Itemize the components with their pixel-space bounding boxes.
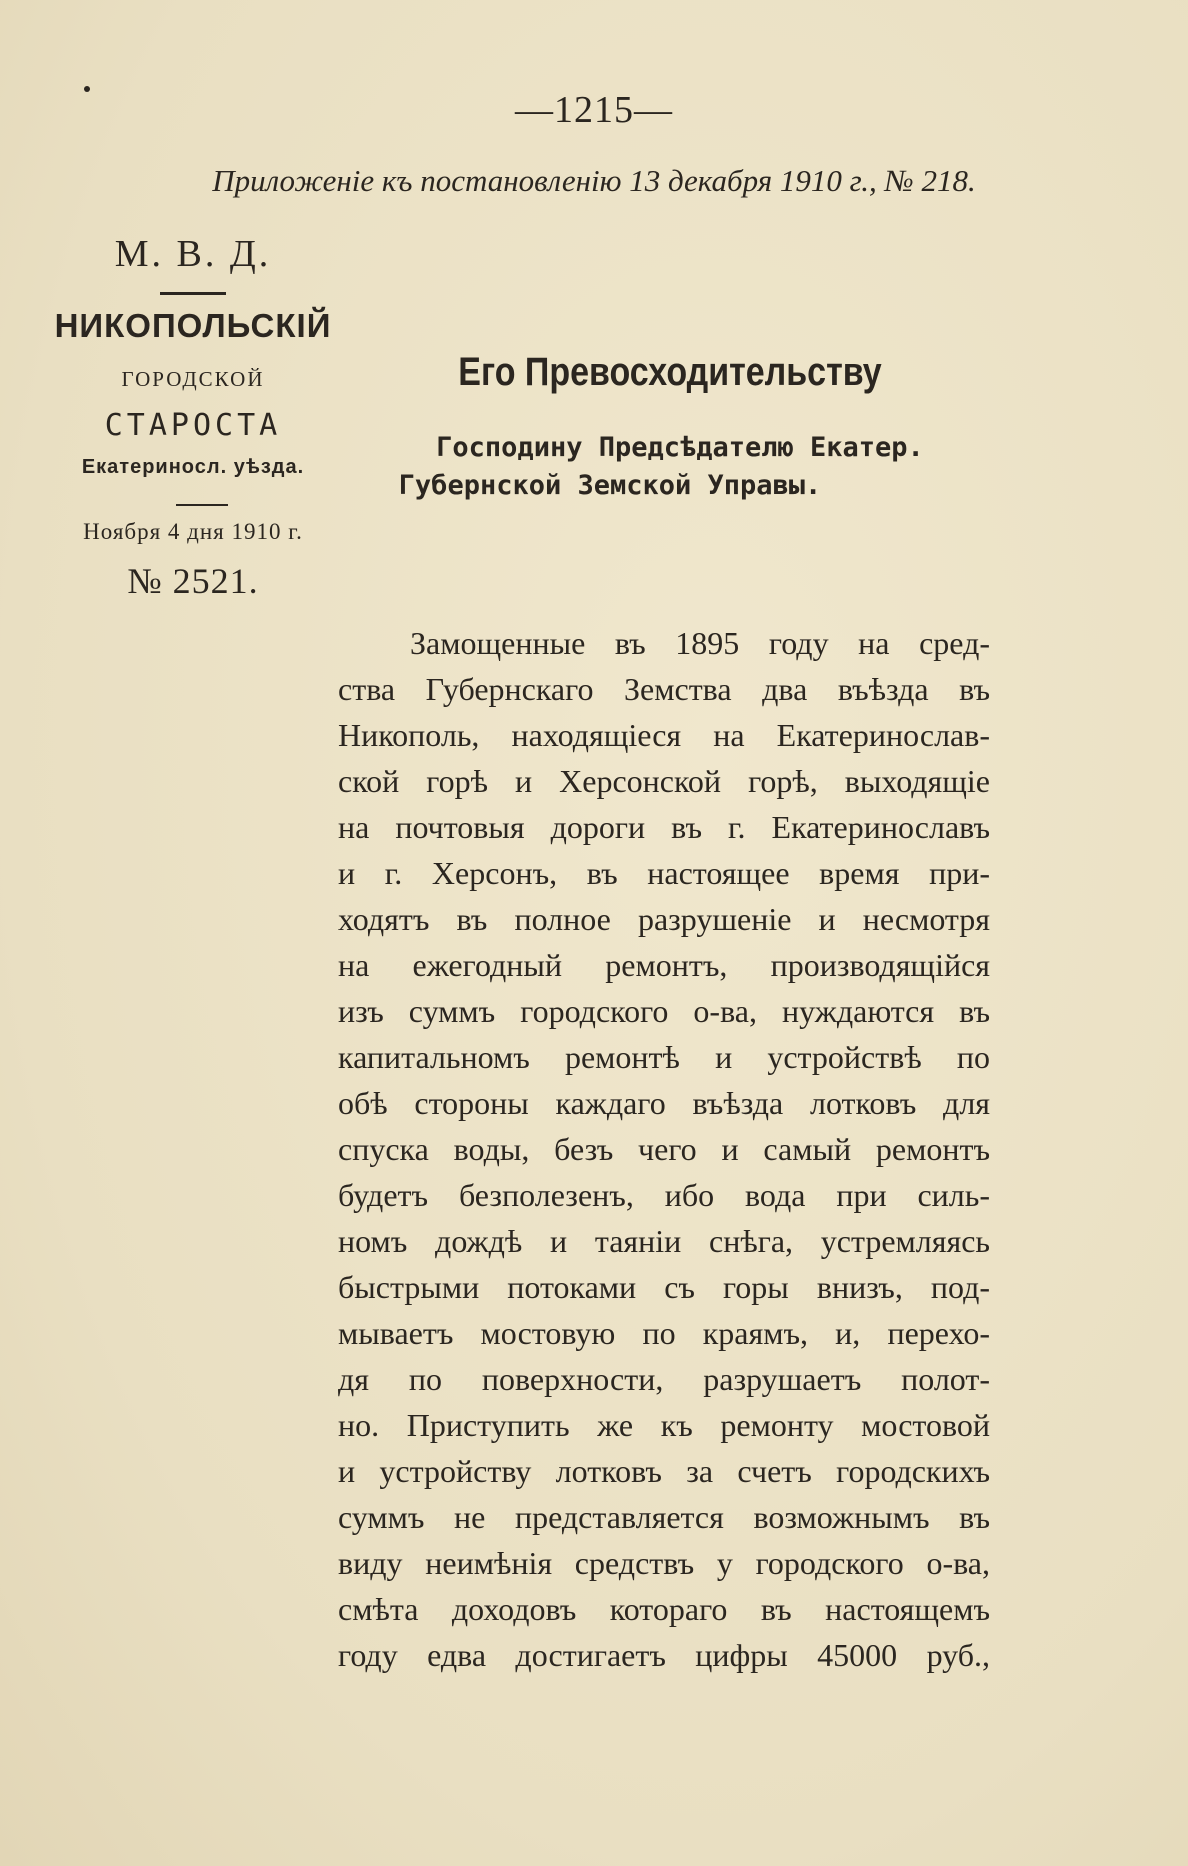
- appendix-note: Приложеніе къ постановленію 13 декабря 1910 г., № 218.: [212, 163, 976, 198]
- body-line: на почтовыя дороги въ г. Екатеринославъ: [338, 809, 990, 845]
- letter-number: № 2521.: [127, 561, 259, 601]
- body-line: году едва достигаетъ цифры 45000 руб.,: [338, 1637, 990, 1673]
- body-line: быстрыми потоками съ горы внизъ, под-: [338, 1269, 990, 1305]
- addressee-line1: Его Превосходительству: [458, 350, 882, 394]
- body-line: и устройству лотковъ за счетъ городскихъ: [338, 1453, 990, 1489]
- body-line: суммъ не представляется возможнымъ въ: [338, 1499, 990, 1535]
- addressee-line2: Господину Предсѣдателю Екатер.: [436, 432, 924, 463]
- body-line: обѣ стороны каждаго въѣзда лотковъ для: [338, 1085, 990, 1121]
- body-line: мываетъ мостовую по краямъ, и, перехо-: [338, 1315, 990, 1351]
- sender-district: Екатериносл. уѣзда.: [81, 456, 305, 478]
- sender-title-line2: СТАРОСТА: [104, 408, 282, 443]
- body-line: ходятъ въ полное разрушеніе и несмотря: [338, 901, 990, 937]
- body-line: капитальномъ ремонтѣ и устройствѣ по: [338, 1039, 990, 1075]
- sender-title-line1: ГОРОДСКОЙ: [121, 367, 265, 391]
- page-number: —1215—: [515, 89, 673, 131]
- body-line: ства Губернскаго Земства два въѣзда въ: [338, 671, 990, 707]
- body-line: на ежегодный ремонтъ, производящійся: [338, 947, 990, 983]
- addressee-line3: Губернской Земской Управы.: [398, 470, 822, 501]
- body-line: будетъ безполезенъ, ибо вода при силь-: [338, 1177, 990, 1213]
- body-line: виду неимѣнія средствъ у городского о-ва,: [338, 1545, 990, 1581]
- body-line: смѣта доходовъ котораго въ настоящемъ: [338, 1591, 990, 1627]
- letter-body: [338, 620, 990, 1678]
- body-line: номъ дождѣ и таяніи снѣга, устремляясь: [338, 1223, 990, 1259]
- body-line: изъ суммъ городского о-ва, нуждаются въ: [338, 993, 990, 1029]
- divider-rule: [176, 504, 228, 506]
- letter-date: Ноября 4 дня 1910 г.: [83, 519, 303, 544]
- body-line: спуска воды, безъ чего и самый ремонтъ: [338, 1131, 990, 1167]
- body-line: Замощенные въ 1895 году на сред-: [410, 625, 990, 661]
- ministry-header: М. В. Д.: [114, 233, 272, 275]
- body-line: дя по поверхности, разрушаетъ полот-: [338, 1361, 990, 1397]
- body-line: но. Приступить же къ ремонту мостовой: [338, 1407, 990, 1443]
- divider-rule: [160, 292, 226, 295]
- body-line: ской горѣ и Херсонской горѣ, выходящіе: [338, 763, 990, 799]
- body-line: и г. Херсонъ, въ настоящее время при-: [338, 855, 990, 891]
- sender-city: НИКОПОЛЬСКІЙ: [54, 307, 332, 344]
- body-line: Никополь, находящіеся на Екатеринослав-: [338, 717, 990, 753]
